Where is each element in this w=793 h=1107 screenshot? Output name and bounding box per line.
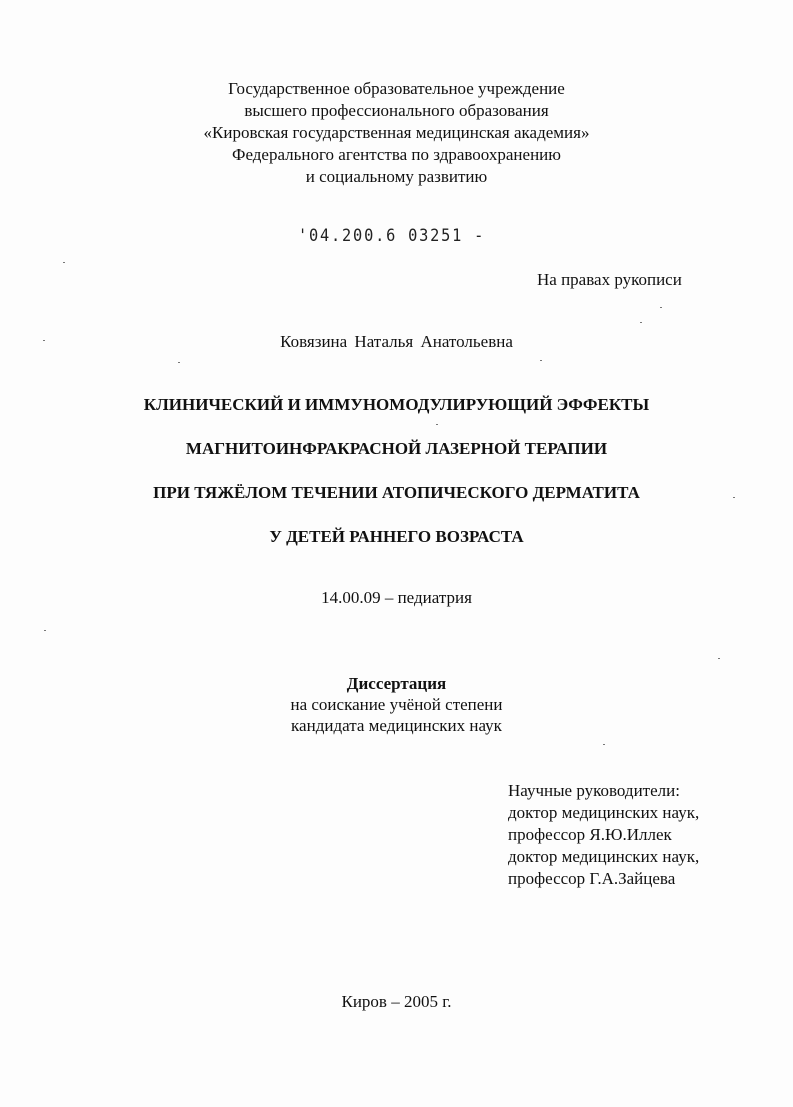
supervisors-block: [508, 780, 699, 890]
scan-speck: [540, 360, 542, 361]
scan-speck: [640, 322, 642, 323]
scan-speck: [603, 744, 605, 745]
specialty-code: 14.00.09 – педиатрия: [321, 588, 472, 607]
institution-line: высшего профессионального образования: [244, 101, 549, 120]
scan-speck: [44, 630, 46, 631]
title-line: МАГНИТОИНФРАКРАСНОЙ ЛАЗЕРНОЙ ТЕРАПИИ: [185, 439, 608, 458]
institution-line: Государственное образовательное учреждение: [228, 79, 565, 98]
author-name: Ковязина Наталья Анатольевна: [280, 332, 513, 351]
scan-speck: [660, 307, 662, 308]
supervisor-line: доктор медицинских наук,: [508, 847, 700, 866]
institution-line: Федерального агентства по здравоохранению: [232, 145, 561, 164]
supervisor-line: доктор медицинских наук,: [508, 803, 700, 822]
dissertation-degree-line: кандидата медицинских наук: [291, 716, 502, 735]
scan-speck: [43, 340, 45, 341]
scan-speck: [178, 362, 180, 363]
place-year: Киров – 2005 г.: [341, 992, 452, 1011]
title-line: У ДЕТЕЙ РАННЕГО ВОЗРАСТА: [269, 527, 524, 546]
institution-line: «Кировская государственная медицинская академия»: [203, 123, 590, 142]
title-line: КЛИНИЧЕСКИЙ И ИММУНОМОДУЛИРУЮЩИЙ ЭФФЕКТЫ: [143, 395, 650, 414]
scan-speck: [718, 658, 720, 659]
dissertation-block: [0, 673, 793, 736]
scan-speck: [63, 262, 65, 263]
scan-speck: [436, 424, 438, 425]
supervisor-line: профессор Г.А.Зайцева: [508, 869, 676, 888]
supervisor-line: профессор Я.Ю.Иллек: [508, 825, 672, 844]
dissertation-degree-line: на соискание учёной степени: [290, 695, 503, 714]
rights-note: На правах рукописи: [537, 270, 682, 289]
supervisors-heading: Научные руководители:: [508, 781, 680, 800]
dissertation-heading: Диссертация: [346, 674, 447, 693]
institution-header: [0, 78, 793, 188]
registration-stamp: '04.200.6 03251 -: [298, 226, 486, 246]
title-line: ПРИ ТЯЖЁЛОМ ТЕЧЕНИИ АТОПИЧЕСКОГО ДЕРМАТИТА: [153, 483, 640, 502]
dissertation-title: [0, 394, 793, 570]
institution-line: и социальному развитию: [305, 167, 488, 186]
scan-speck: [733, 497, 735, 498]
